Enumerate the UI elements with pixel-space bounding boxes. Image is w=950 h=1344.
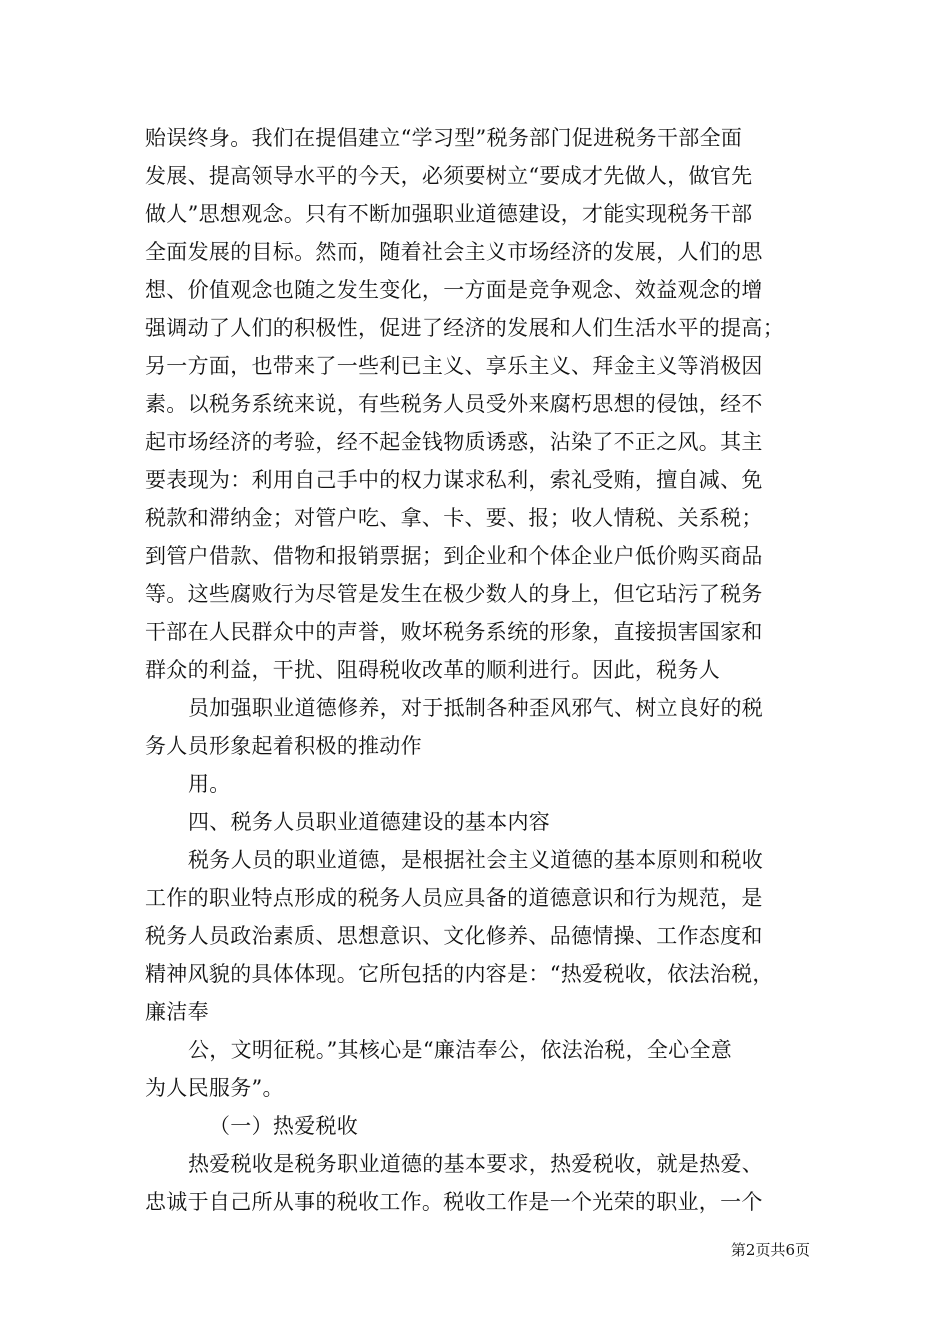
subsection-heading: （一）热爱税收 bbox=[209, 1114, 359, 1138]
text-line: 员加强职业道德修养，对于抵制各种歪风邪气、树立良好的税 bbox=[188, 696, 764, 720]
text-line: 做人”思想观念。只有不断加强职业道德建设，才能实现税务干部 bbox=[145, 202, 753, 226]
text-line: 全面发展的目标。然而，随着社会主义市场经济的发展，人们的思 bbox=[145, 240, 763, 264]
text-line: 税务人员政治素质、思想意识、文化修养、品德情操、工作态度和 bbox=[145, 924, 763, 948]
text-line: 等。这些腐败行为尽管是发生在极少数人的身上，但它玷污了税务 bbox=[145, 582, 763, 606]
text-line: 想、价值观念也随之发生变化，一方面是竞争观念、效益观念的增 bbox=[145, 278, 763, 302]
text-line: 税务人员的职业道德，是根据社会主义道德的基本原则和税收 bbox=[188, 848, 764, 872]
text-line: 素。以税务系统来说，有些税务人员受外来腐朽思想的侵蚀，经不 bbox=[145, 392, 763, 416]
text-line: 到管户借款、借物和报销票据；到企业和个体企业户低价购买商品 bbox=[145, 544, 763, 568]
text-line: 用。 bbox=[188, 772, 231, 796]
text-line: 精神风貌的具体体现。它所包括的内容是：“热爱税收，依法治税， bbox=[145, 962, 774, 986]
text-line: 群众的利益，干扰、阻碍税收改革的顺利进行。因此，税务人 bbox=[145, 658, 721, 682]
text-line: 起市场经济的考验，经不起金钱物质诱惑，沾染了不正之风。其主 bbox=[145, 430, 763, 454]
text-line: 强调动了人们的积极性，促进了经济的发展和人们生活水平的提高； bbox=[145, 316, 784, 340]
text-line: 务人员形象起着积极的推动作 bbox=[145, 734, 422, 758]
text-line: 廉洁奉 bbox=[145, 1000, 209, 1024]
text-line: 热爱税收是税务职业道德的基本要求，热爱税收，就是热爱、 bbox=[188, 1152, 764, 1176]
text-line: 干部在人民群众中的声誉，败坏税务系统的形象，直接损害国家和 bbox=[145, 620, 763, 644]
text-line: 另一方面，也带来了一些利已主义、享乐主义、拜金主义等消极因 bbox=[145, 354, 763, 378]
text-line: 公，文明征税。”其核心是“廉洁奉公，依法治税，全心全意 bbox=[188, 1038, 733, 1062]
text-line: 工作的职业特点形成的税务人员应具备的道德意识和行为规范，是 bbox=[145, 886, 763, 910]
page-number: 第2页共6页 bbox=[730, 1241, 810, 1259]
section-heading: 四、税务人员职业道德建设的基本内容 bbox=[188, 810, 551, 834]
text-line: 忠诚于自己所从事的税收工作。税收工作是一个光荣的职业，一个 bbox=[145, 1190, 763, 1214]
text-line: 为人民服务”。 bbox=[145, 1076, 284, 1100]
body-text bbox=[145, 122, 815, 1224]
text-line: 税款和滞纳金；对管户吃、拿、卡、要、报；收人情税、关系税； bbox=[145, 506, 763, 530]
text-line: 要表现为：利用自己手中的权力谋求私利，索礼受贿，擅自减、免 bbox=[145, 468, 763, 492]
text-line: 贻误终身。我们在提倡建立“学习型”税务部门促进税务干部全面 bbox=[145, 126, 743, 150]
text-line: 发展、提高领导水平的今天，必须要树立“要成才先做人，做官先 bbox=[145, 164, 753, 188]
